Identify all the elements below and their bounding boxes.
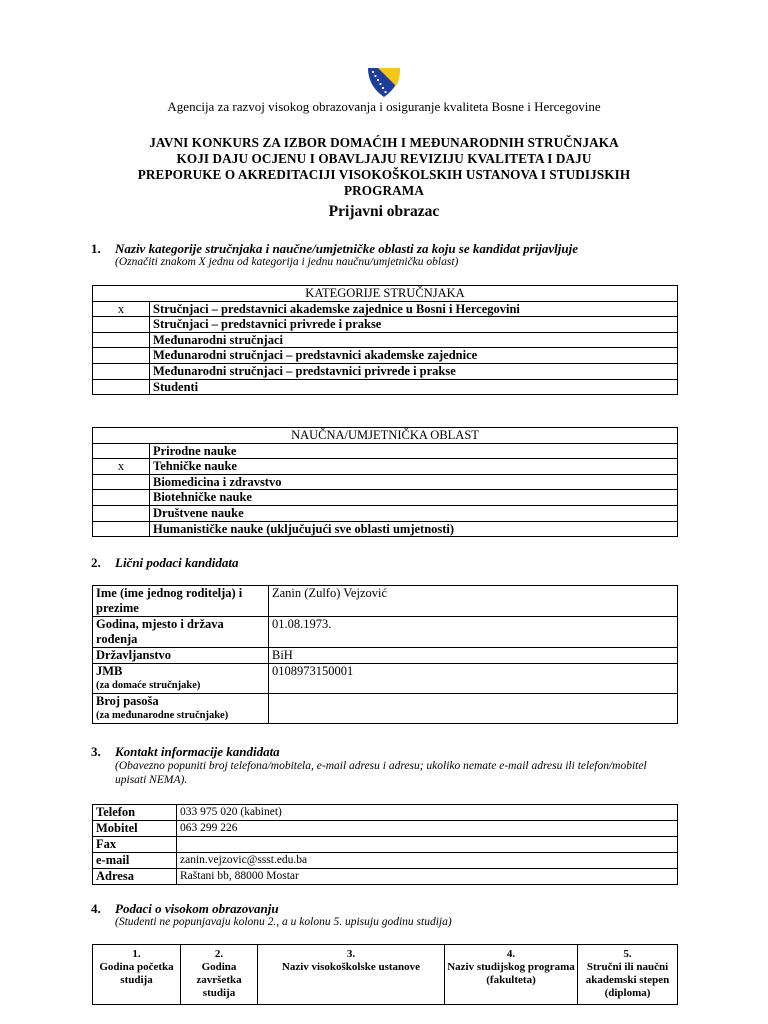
title-line: PROGRAMA [344, 183, 424, 198]
field-value[interactable]: 0108973150001 [269, 664, 678, 694]
table-row [93, 348, 678, 364]
field-label: Prirodne nauke [150, 443, 678, 459]
table-header: NAUČNA/UMJETNIČKA OBLAST [93, 428, 678, 444]
field-label-main: JMB [96, 664, 123, 678]
field-value[interactable]: 01.08.1973. [269, 617, 678, 648]
table-row [93, 664, 678, 694]
field-label: Ime (ime jednog roditelja) i prezime [93, 586, 269, 617]
field-value[interactable]: zanin.vejzovic@ssst.edu.ba [177, 853, 678, 869]
field-label-main: Broj pasoša [96, 694, 159, 708]
personal-data-table [92, 585, 678, 724]
column-label: Stručni ili naučni akademski stepen (diploma) [585, 961, 670, 999]
section-title: Lični podaci kandidata [115, 555, 239, 570]
field-label: Telefon [93, 805, 177, 821]
table-row [93, 694, 678, 724]
table-row [93, 648, 678, 664]
column-header [181, 945, 258, 1005]
mark-cell[interactable] [93, 490, 150, 506]
field-value[interactable] [269, 694, 678, 724]
column-header [258, 945, 445, 1005]
field-label-note: (za domaće stručnjake) [96, 679, 201, 691]
section4-note: (Studenti ne popunjavaju kolonu 2., a u kolonu 5. upisuju godinu studija) [115, 916, 452, 928]
table-row [93, 332, 678, 348]
table-row [93, 869, 678, 885]
category-label: Međunarodni stručnjaci [150, 332, 678, 348]
field-label [93, 694, 269, 724]
column-label: Godina početka studija [99, 961, 174, 986]
table-header-row [93, 945, 678, 1005]
field-label [93, 664, 269, 694]
table-row [93, 853, 678, 869]
section-number: 4. [91, 901, 101, 916]
document-title [80, 135, 688, 199]
section1-heading [91, 241, 578, 257]
category-label: Stručnjaci – predstavnici privrede i prakse [150, 317, 678, 333]
column-label: Godina završetka studija [196, 961, 242, 999]
fields-table [92, 427, 678, 537]
title-line: KOJI DAJU OCJENU I OBAVLJAJU REVIZIJU KVALITETA I DAJU [176, 151, 592, 166]
field-label: Mobitel [93, 821, 177, 837]
field-label: Godina, mjesto i država rođenja [93, 617, 269, 648]
table-row [93, 363, 678, 379]
field-value[interactable]: BiH [269, 648, 678, 664]
field-value[interactable]: Raštani bb, 88000 Mostar [177, 869, 678, 885]
section3-heading [91, 744, 280, 760]
mark-cell[interactable] [93, 379, 150, 395]
mark-cell[interactable] [93, 474, 150, 490]
table-row [93, 301, 678, 317]
field-label: Biotehničke nauke [150, 490, 678, 506]
column-number: 4. [506, 948, 516, 960]
column-label: Naziv visokoškolske ustanove [281, 961, 421, 973]
field-label: Tehničke nauke [150, 459, 678, 475]
column-number: 1. [132, 948, 141, 960]
section4-heading [91, 901, 279, 917]
section-number: 1. [91, 241, 101, 256]
category-label: Stručnjaci – predstavnici akademske zajednice u Bosni i Hercegovini [150, 301, 678, 317]
table-row [93, 474, 678, 490]
categories-table [92, 285, 678, 395]
section-title: Kontakt informacije kandidata [115, 744, 280, 759]
field-label: Biomedicina i zdravstvo [150, 474, 678, 490]
title-line: JAVNI KONKURS ZA IZBOR DOMAĆIH I MEĐUNARODNIH STRUČNJAKA [149, 135, 619, 150]
field-label: Humanističke nauke (uključujući sve oblasti umjetnosti) [150, 521, 678, 537]
mark-cell[interactable] [93, 505, 150, 521]
column-number: 5. [623, 948, 632, 960]
field-label: Fax [93, 837, 177, 853]
table-row [93, 490, 678, 506]
table-row [93, 317, 678, 333]
table-header: KATEGORIJE STRUČNJAKA [93, 286, 678, 302]
column-header [578, 945, 678, 1005]
category-label: Studenti [150, 379, 678, 395]
contact-table [92, 804, 678, 885]
section2-heading [91, 555, 239, 571]
section3-note: (Obavezno popuniti broj telefona/mobitela, e-mail adresu i adresu; ukoliko nemate e-mail adresu ili telefon/mobitel upisati NEMA). [115, 760, 647, 786]
field-label: Državljanstvo [93, 648, 269, 664]
section-title: Naziv kategorije stručnjaka i naučne/umjetničke oblasti za koju se kandidat prijavljuje [115, 241, 578, 256]
mark-cell[interactable] [93, 332, 150, 348]
field-value[interactable] [177, 837, 678, 853]
table-row [93, 586, 678, 617]
mark-cell[interactable] [93, 317, 150, 333]
table-row [93, 379, 678, 395]
mark-cell[interactable] [93, 348, 150, 364]
category-label: Međunarodni stručnjaci – predstavnici akademske zajednice [150, 348, 678, 364]
field-label: Društvene nauke [150, 505, 678, 521]
coat-of-arms-icon [366, 66, 402, 98]
table-row [93, 443, 678, 459]
mark-cell[interactable]: x [93, 459, 150, 475]
column-number: 3. [346, 948, 356, 960]
table-row [93, 459, 678, 475]
education-table [92, 944, 678, 1005]
mark-cell[interactable] [93, 363, 150, 379]
mark-cell[interactable] [93, 443, 150, 459]
title-line: PREPORUKE O AKREDITACIJI VISOKOŠKOLSKIH USTANOVA I STUDIJSKIH [137, 167, 631, 182]
mark-cell[interactable] [93, 521, 150, 537]
table-row [93, 805, 678, 821]
field-value[interactable]: 063 299 226 [177, 821, 678, 837]
field-label: Adresa [93, 869, 177, 885]
column-number: 2. [214, 948, 224, 960]
section-number: 3. [91, 744, 101, 759]
table-row [93, 505, 678, 521]
field-label-note: (za međunarodne stručnjake) [96, 709, 229, 721]
section-title: Podaci o visokom obrazovanju [115, 901, 279, 916]
column-header [445, 945, 578, 1005]
column-header [93, 945, 181, 1005]
mark-cell[interactable]: x [93, 301, 150, 317]
table-row [93, 821, 678, 837]
table-row [93, 617, 678, 648]
category-label: Međunarodni stručnjaci – predstavnici privrede i prakse [150, 363, 678, 379]
table-row [93, 837, 678, 853]
column-label: Naziv studijskog programa (fakulteta) [447, 961, 575, 986]
section-number: 2. [91, 555, 101, 570]
table-row [93, 521, 678, 537]
agency-name: Agencija za razvoj visokog obrazovanja i osiguranje kvaliteta Bosne i Hercegovine [167, 99, 601, 114]
field-value[interactable]: Zanin (Zulfo) Vejzović [269, 586, 678, 617]
form-subtitle: Prijavni obrazac [328, 203, 440, 220]
field-label: e-mail [93, 853, 177, 869]
section1-note: (Označiti znakom X jednu od kategorija i jednu naučnu/umjetničku oblast) [115, 256, 459, 268]
field-value[interactable]: 033 975 020 (kabinet) [177, 805, 678, 821]
